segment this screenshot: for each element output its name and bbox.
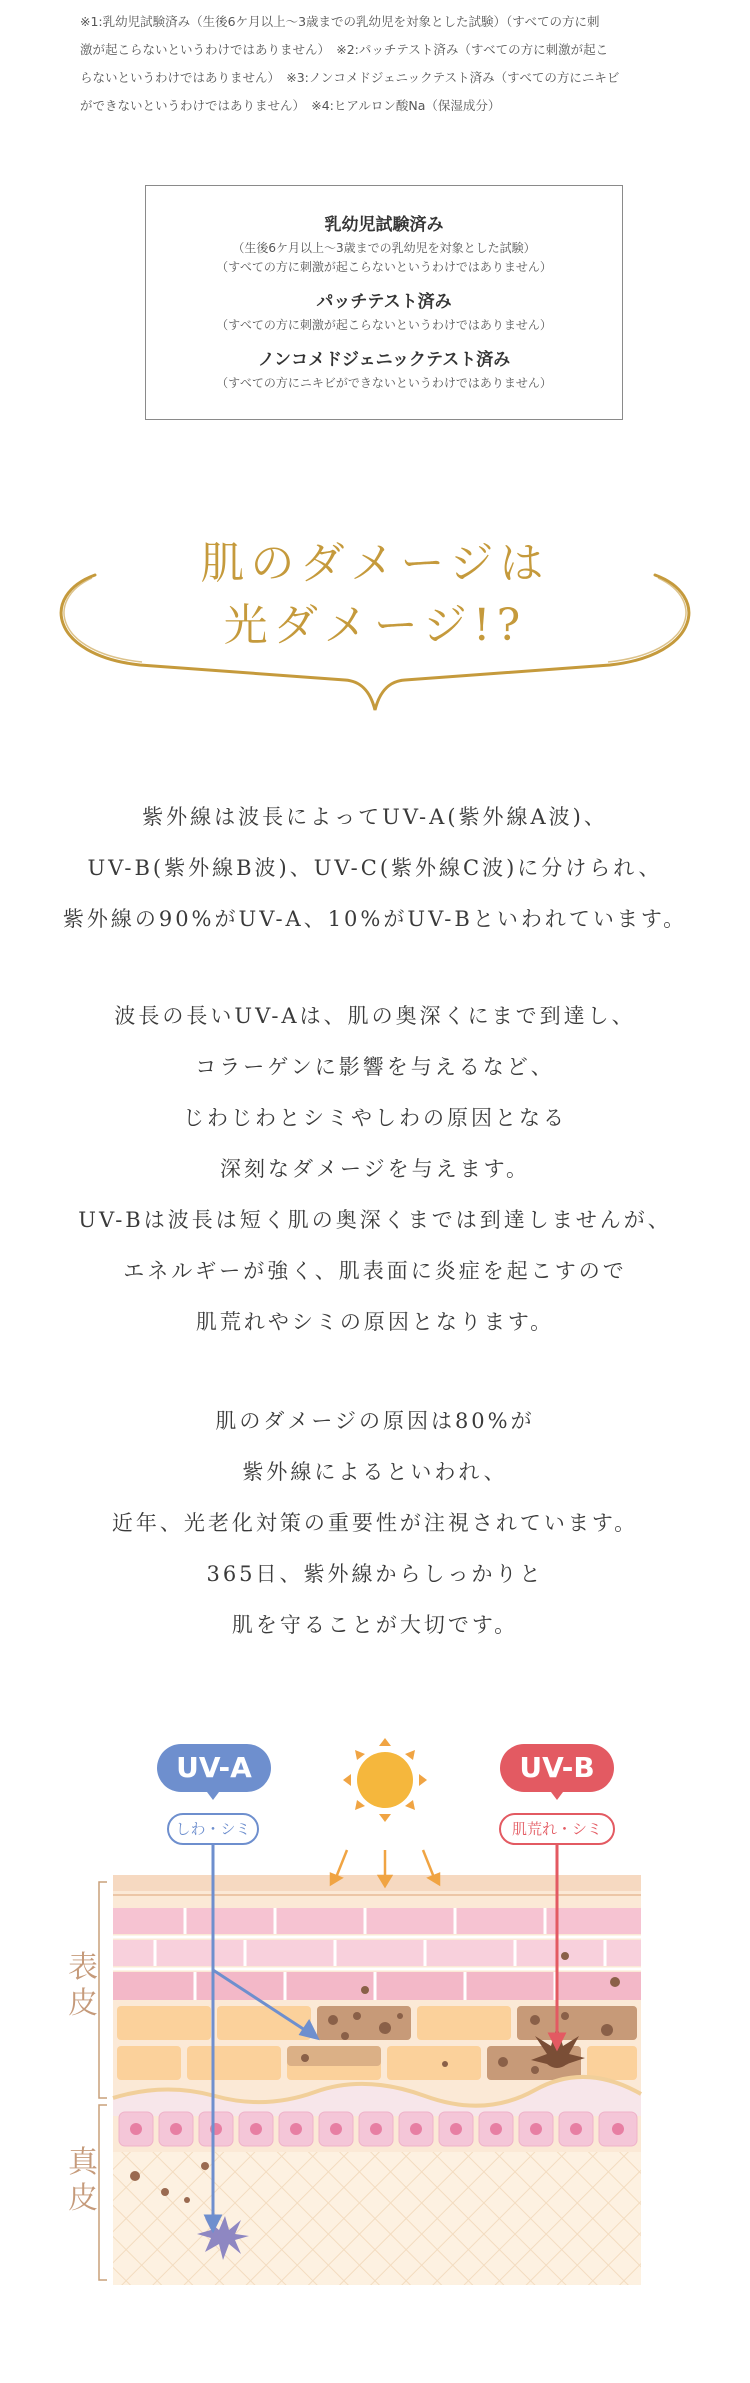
text-line: 肌荒れやシミの原因となります。: [195, 1310, 555, 1334]
infant-test-title: 乳幼児試験済み: [324, 215, 444, 235]
text-line: 紫外線の90%がUV-A、10%がUV-Bといわれています。: [62, 907, 688, 931]
hero-line-2: 光ダメージ!?: [223, 600, 527, 651]
patch-test-note: （すべての方に刺激が起こらないというわけではありません）: [216, 318, 552, 332]
sun-icon: [343, 1738, 427, 1822]
layer-bracket: [99, 1882, 107, 2280]
uvb-label: UV-B: [519, 1751, 595, 1784]
text-line: 365日、紫外線からしっかりと: [206, 1562, 544, 1586]
paragraph-uva-uvb: [0, 991, 750, 1348]
text-line: 紫外線によるといわれ、: [242, 1460, 508, 1484]
noncomedogenic-test-title: ノンコメドジェニックテスト済み: [257, 350, 511, 370]
skin-cross-section: [113, 1875, 641, 2285]
text-line: UV-Bは波長は短く肌の奥深くまでは到達しませんが、: [78, 1208, 672, 1232]
text-line: じわじわとシミやしわの原因となる: [183, 1106, 567, 1130]
patch-test-title: パッチテスト済み: [316, 292, 452, 312]
footnote-line: ができないというわけではありません） ※4:ヒアルロン酸Na（保湿成分）: [80, 98, 501, 113]
dermis-label: 真皮: [68, 2145, 98, 2216]
paragraph-photoaging: [0, 1396, 750, 1651]
infant-test-note: （生後6ケ月以上～3歳までの乳幼児を対象とした試験）: [232, 241, 536, 255]
text-line: 紫外線は波長によってUV-A(紫外線A波)、: [142, 805, 608, 829]
uva-effect-label: しわ・シミ: [175, 1820, 251, 1838]
noncomedogenic-test-note: （すべての方にニキビができないというわけではありません）: [216, 376, 552, 390]
footnote-line: 激が起こらないというわけではありません） ※2:パッチテスト済み（すべての方に刺激が起こ: [80, 42, 609, 57]
footnote-line: らないというわけではありません） ※3:ノンコメドジェニックテスト済み（すべての方にニキビ: [80, 70, 620, 85]
infant-test-note: （すべての方に刺激が起こらないというわけではありません）: [216, 260, 552, 274]
uvb-effect-label: 肌荒れ・シミ: [511, 1820, 602, 1838]
paragraph-uv-types: [0, 792, 750, 945]
text-line: エネルギーが強く、肌表面に炎症を起こすので: [123, 1259, 627, 1283]
dermis-mesh: [113, 2152, 641, 2285]
text-line: 深刻なダメージを与えます。: [220, 1157, 530, 1181]
text-line: 波長の長いUV-Aは、肌の奥深くにまで到達し、: [114, 1004, 636, 1028]
text-line: 肌のダメージの原因は80%が: [215, 1409, 535, 1433]
uva-label: UV-A: [176, 1751, 252, 1784]
skin-uv-diagram: [68, 1720, 665, 2320]
footnotes: [80, 8, 680, 120]
footnote-line: ※1:乳幼児試験済み（生後6ケ月以上～3歳までの乳幼児を対象とした試験）（すべての方に刺: [80, 14, 600, 29]
hero-heading: [0, 505, 750, 720]
test-summary-box: [145, 185, 623, 420]
text-line: UV-B(紫外線B波)、UV-C(紫外線C波)に分けられ、: [87, 856, 663, 880]
hero-line-1: 肌のダメージは: [200, 538, 550, 589]
text-line: 肌を守ることが大切です。: [231, 1613, 519, 1637]
epidermis-label: 表皮: [68, 1950, 98, 2021]
text-line: 近年、光老化対策の重要性が注視されています。: [111, 1511, 639, 1535]
text-line: コラーゲンに影響を与えるなど、: [195, 1055, 555, 1079]
